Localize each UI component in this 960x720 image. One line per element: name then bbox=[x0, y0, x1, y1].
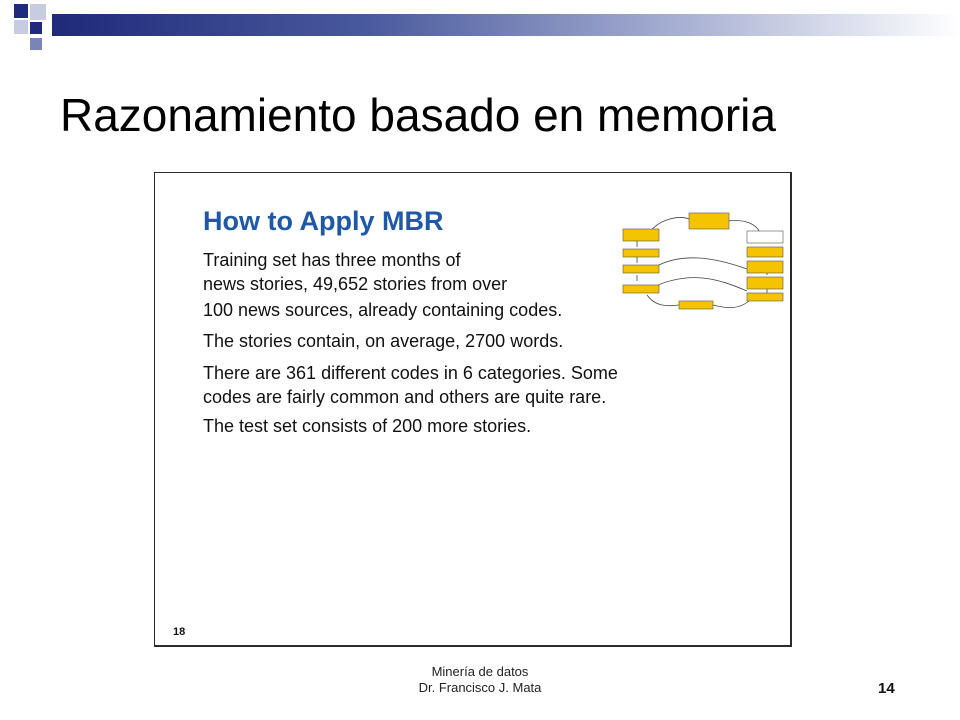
footer bbox=[380, 664, 580, 696]
diagram-box-left-2 bbox=[623, 249, 659, 257]
embedded-slide-title: How to Apply MBR bbox=[203, 206, 444, 236]
embedded-line-3: 100 news sources, already containing codes. bbox=[203, 300, 563, 320]
footer-course: Minería de datos bbox=[431, 664, 529, 679]
embedded-line-6: codes are fairly common and others are quite rare. bbox=[203, 387, 607, 407]
page-number: 14 bbox=[878, 680, 895, 697]
embedded-slide-image bbox=[154, 172, 792, 647]
embedded-line-4: The stories contain, on average, 2700 words. bbox=[203, 331, 564, 351]
corner-square-5 bbox=[30, 38, 42, 50]
embedded-line-7: The test set consists of 200 more stories. bbox=[203, 416, 532, 436]
embedded-line-5: There are 361 different codes in 6 categories. Some bbox=[203, 363, 618, 383]
diagram-box-right-5 bbox=[747, 293, 783, 301]
mining-cycle-diagram bbox=[619, 209, 785, 313]
diagram-box-top bbox=[689, 213, 729, 229]
corner-square-1 bbox=[14, 4, 28, 18]
diagram-box-right-4 bbox=[747, 277, 783, 289]
embedded-line-1: Training set has three months of bbox=[203, 250, 461, 270]
diagram-box-right-3 bbox=[747, 261, 783, 273]
corner-square-4 bbox=[30, 22, 42, 34]
diagram-box-left-1 bbox=[623, 229, 659, 241]
corner-square-3 bbox=[14, 20, 28, 34]
diagram-box-right-1 bbox=[747, 231, 783, 243]
diagram-box-left-4 bbox=[623, 285, 659, 293]
diagram-box-left-3 bbox=[623, 265, 659, 273]
footer-author: Dr. Francisco J. Mata bbox=[418, 680, 542, 695]
diagram-box-bottom bbox=[679, 301, 713, 309]
embedded-line-2: news stories, 49,652 stories from over bbox=[203, 274, 508, 294]
diagram-box-right-2 bbox=[747, 247, 783, 257]
title-bar-decoration bbox=[52, 14, 960, 36]
slide-title: Razonamiento basado en memoria bbox=[60, 89, 776, 141]
corner-square-2 bbox=[30, 4, 46, 20]
embedded-page-number: 18 bbox=[173, 626, 186, 638]
